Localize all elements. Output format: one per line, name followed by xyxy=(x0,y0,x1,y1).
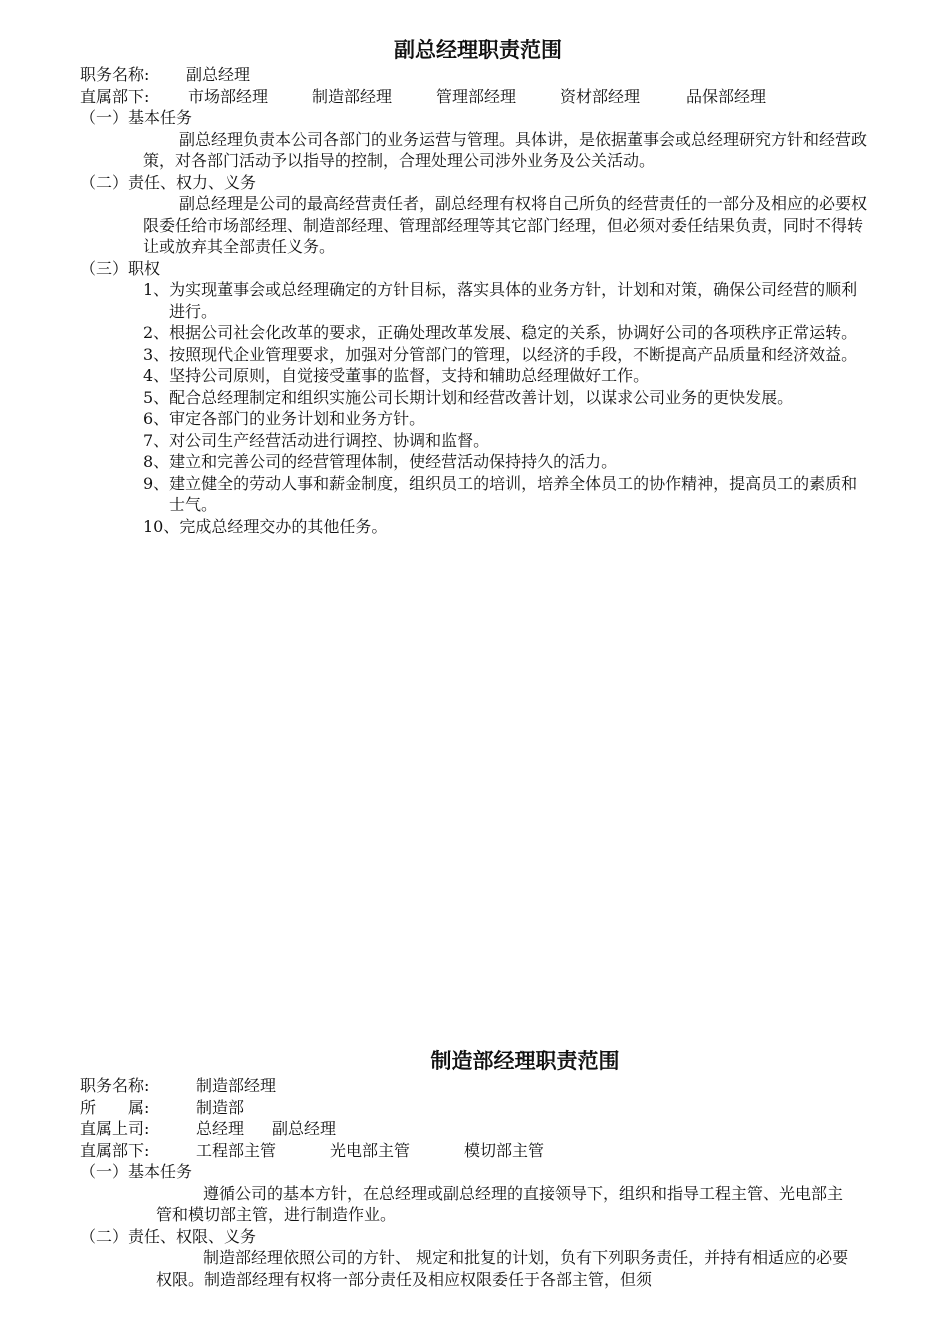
responsibility-paragraph: 制造部经理依照公司的方针、 规定和批复的计划，负有下列职务责任，并持有相适应的必要权限。制造部经理有权将一部分责任及相应权限委任于各部主管，但须 xyxy=(156,1248,849,1289)
list-item: 4、坚持公司原则，自觉接受董事的监督，支持和辅助总经理做好工作。 xyxy=(143,366,650,385)
document-section-deputy-gm xyxy=(0,36,950,537)
list-item: 9、建立健全的劳动人事和薪金制度，组织员工的培训，培养全体员工的协作精神，提高员工的素质和士气。 xyxy=(143,473,858,514)
list-item: 2、根据公司社会化改革的要求，正确处理改革发展、稳定的关系，协调好公司的各项秩序正常运转。 xyxy=(143,323,858,342)
heading-responsibility: （二）责任、权限、义务 xyxy=(80,1226,257,1246)
subordinate-item: 制造部经理 xyxy=(312,86,393,106)
position-value: 制造部经理 xyxy=(196,1076,277,1095)
position-value: 副总经理 xyxy=(186,65,251,84)
subordinate-item: 品保部经理 xyxy=(686,86,767,106)
list-item: 5、配合总经理制定和组织实施公司长期计划和经营改善计划，以谋求公司业务的更快发展。 xyxy=(143,387,794,407)
document-section-manufacturing-manager xyxy=(0,1047,950,1290)
page-title: 制造部经理职责范围 xyxy=(430,1049,620,1073)
heading-basic-task: （一）基本任务 xyxy=(80,1162,193,1181)
subordinate-item: 模切部主管 xyxy=(464,1140,545,1160)
subordinates-label: 直属部下: xyxy=(80,86,150,106)
section-heading xyxy=(0,1161,950,1183)
responsibility-paragraph: 副总经理是公司的最高经营责任者，副总经理有权将自己所负的经营责任的一部分及相应的必要权限委任给市场部经理、制造部经理、管理部经理等其它部门经理，但必须对委任结果负责，同时不得转让或放弃其全部责任义务。 xyxy=(143,194,868,256)
superior-item: 总经理 xyxy=(196,1119,245,1138)
subordinates-label: 直属部下: xyxy=(80,1140,150,1160)
basic-task-paragraph: 副总经理负责本公司各部门的业务运营与管理。具体讲，是依据董事会或总经理研究方针和经营政策，对各部门活动予以指导的控制，合理处理公司涉外业务及公关活动。 xyxy=(143,129,868,170)
subordinate-item: 管理部经理 xyxy=(436,86,517,106)
list-item: 7、对公司生产经营活动进行调控、协调和监督。 xyxy=(143,430,490,450)
section-heading xyxy=(0,258,950,280)
position-row xyxy=(0,64,950,86)
superior-row xyxy=(0,1118,950,1140)
section-heading xyxy=(0,172,950,194)
subordinates-row xyxy=(0,86,950,108)
list-item: 10、完成总经理交办的其他任务。 xyxy=(143,516,388,536)
heading-responsibility: （二）责任、权力、义务 xyxy=(80,172,257,192)
list-item: 3、按照现代企业管理要求，加强对分管部门的管理，以经济的手段，不断提高产品质量和经济效益。 xyxy=(143,344,858,364)
subordinate-item: 资材部经理 xyxy=(560,86,641,106)
position-label: 职务名称: xyxy=(80,65,150,84)
subordinates-row xyxy=(0,1140,950,1162)
belong-value: 制造部 xyxy=(196,1097,245,1117)
section-heading xyxy=(0,1226,950,1248)
basic-task-paragraph: 遵循公司的基本方针，在总经理或副总经理的直接领导下，组织和指导工程主管、光电部主管和模切部主管，进行制造作业。 xyxy=(156,1183,844,1224)
section-heading xyxy=(0,107,950,129)
heading-authority: （三）职权 xyxy=(80,258,161,278)
position-row xyxy=(0,1075,950,1097)
list-item: 8、建立和完善公司的经营管理体制，使经营活动保持持久的活力。 xyxy=(143,452,618,471)
superior-item: 副总经理 xyxy=(272,1119,337,1138)
subordinate-item: 工程部主管 xyxy=(196,1140,277,1160)
list-item: 1、为实现董事会或总经理确定的方针目标，落实具体的业务方针，计划和对策，确保公司经营的顺利进行。 xyxy=(143,280,858,321)
heading-basic-task: （一）基本任务 xyxy=(80,108,193,127)
belong-label: 所 属: xyxy=(80,1097,150,1117)
authority-list xyxy=(143,279,865,537)
subordinate-item: 市场部经理 xyxy=(188,86,269,106)
list-item: 6、审定各部门的业务计划和业务方针。 xyxy=(143,409,426,428)
belong-row xyxy=(0,1097,950,1119)
page-title: 副总经理职责范围 xyxy=(394,38,562,62)
subordinate-item: 光电部主管 xyxy=(330,1140,411,1160)
superior-label: 直属上司: xyxy=(80,1119,150,1138)
position-label: 职务名称: xyxy=(80,1076,150,1095)
